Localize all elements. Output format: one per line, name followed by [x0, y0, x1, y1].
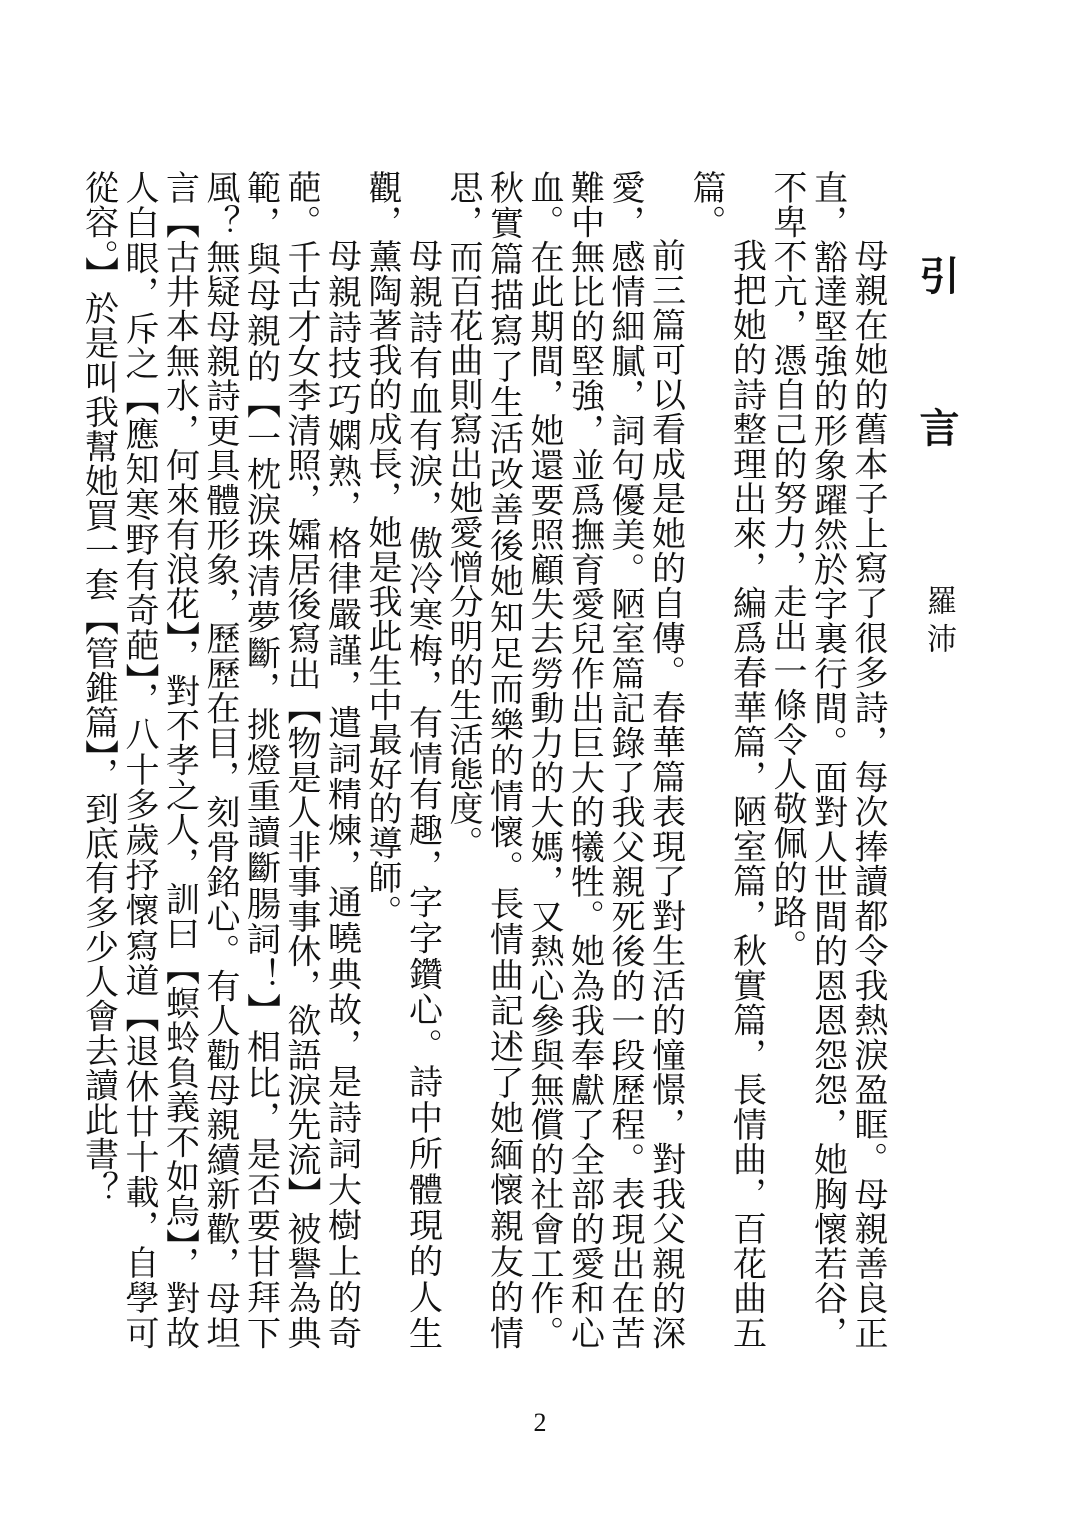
paragraph-2: 我把她的詩整理出來，編爲春華篇，陋室篇，秋實篇，長情曲，百花曲五篇。	[686, 170, 767, 1350]
body-text	[78, 170, 888, 1350]
page-title: 引 言	[913, 255, 960, 483]
author-name: 羅沛	[921, 585, 956, 661]
paragraph-5: 母親詩技巧嫻熟，格律嚴謹，遣詞精煉，通曉典故，是詩詞大樹上的奇葩。千古才女李清照，孀居後寫出【物是人非事事休，欲語淚先流】被譽為典範，與母親的【一枕淚珠清夢斷，挑燈重讀斷腸詞！】相比，是否要甘拜下風？無疑母親詩更具體形象，歷歷在目，刻骨銘心。有人勸母親續新歡，母坦言【古井本無水，何來有浪花】，對不孝之人，訓曰【螟蛉負義不如烏】，對故人白眼，斥之【應知寒野有奇葩】，八十多歲抒懷寫道【退休廿十載，自學可從容。】於是叫我幫她買一套【管錐篇】，到底有多少人會去讀此書？	[78, 170, 362, 1350]
page-number: 2	[533, 1408, 547, 1437]
paragraph-3: 前三篇可以看成是她的自傳。春華篇表現了對生活的憧憬，對我父親的深愛，感情細膩，詞句優美。陋室篇記錄了我父親死後的一段歷程。表現出在苦難中無比的堅強，並爲撫育愛兒作出巨大的犧牲。她為我奉獻了全部的愛和心血。在此期間，她還要照顧失去勞動力的大媽，又熱心參與無償的社會工作。秋實篇描寫了生活改善後她知足而樂的情懷。長情曲記述了她緬懷親友的情思，而百花曲則寫出她愛憎分明的生活態度。	[443, 170, 686, 1350]
paragraph-1: 母親在她的舊本子上寫了很多詩，每次捧讀都令我熱淚盈眶。母親善良正直，豁達堅強的形象躍然於字裏行間。面對人世間的恩恩怨怨，她胸懷若谷，不卑不亢，憑自己的努力，走出一條令人敬佩的路。	[767, 170, 888, 1350]
paragraph-4: 母親詩有血有淚，傲冷寒梅，有情有趣，字字鑽心。詩中所體現的人生觀，薰陶著我的成長，她是我此生中最好的導師。	[362, 170, 443, 1350]
